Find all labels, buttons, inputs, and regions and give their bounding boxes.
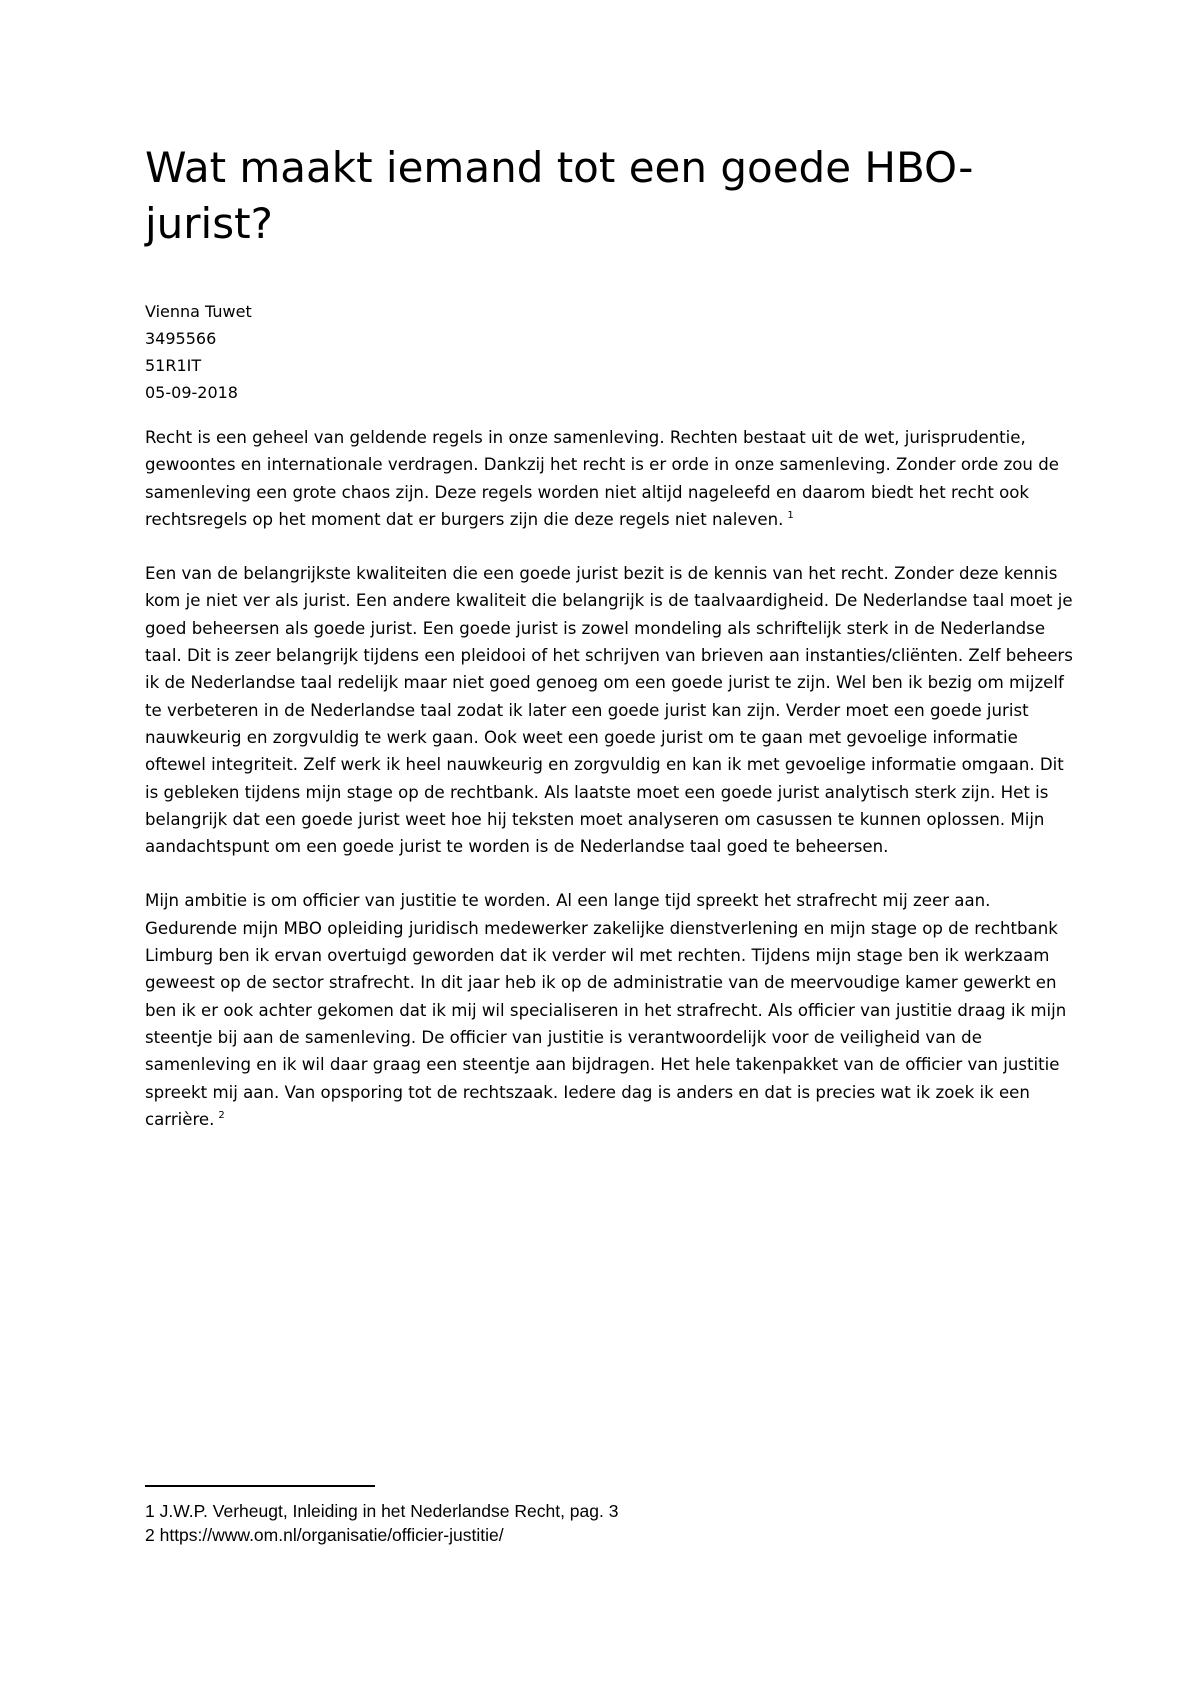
- paragraph-qualities: [145, 560, 1075, 860]
- footnotes-section: [145, 1485, 1045, 1547]
- paragraph-text: Een van de belangrijkste kwaliteiten die een goede jurist bezit is de kennis van het recht. Zonder deze kennis kom je niet ver als jurist. Een andere kwaliteit die belangrijk is de taalvaardigheid. De Nederlandse taal moet je goed beheersen als goede jurist. Een goede jurist is zowel mondeling als schriftelijk sterk in de Nederlandse taal. Dit is zeer belangrijk tijdens een pleidooi of het schrijven van brieven aan instanties/cliënten. Zelf beheers ik de Nederlandse taal redelijk maar niet goed genoeg om een goede jurist te zijn. Wel ben ik bezig om mijzelf te verbeteren in de Nederlandse taal zodat ik later een goede jurist kan zijn. Verder moet een goede jurist nauwkeurig en zorgvuldig te werk gaan. Ook weet een goede jurist om te gaan met gevoelige informatie oftewel integriteit. Zelf werk ik heel nauwkeurig en zorgvuldig en kan ik met gevoelige informatie omgaan. Dit is gebleken tijdens mijn stage op de rechtbank. Als laatste moet een goede jurist analytisch sterk zijn. Het is belangrijk dat een goede jurist weet hoe hij teksten moet analyseren om casussen te kunnen oplossen. Mijn aandachtspunt om een goede jurist te worden is de Nederlandse taal goed te beheersen.: [145, 564, 1073, 857]
- student-number: 3495566: [145, 329, 217, 348]
- document-meta: [145, 298, 1075, 406]
- footnote-separator: [145, 1485, 375, 1487]
- document-title: Wat maakt iemand tot een goede HBO-jurist?: [145, 143, 974, 248]
- footnote-reference[interactable]: 1: [787, 509, 794, 521]
- document-date: 05-09-2018: [145, 383, 238, 402]
- paragraph-intro: [145, 424, 1075, 533]
- paragraph-text: Recht is een geheel van geldende regels in onze samenleving. Rechten bestaat uit de wet, jurisprudentie, gewoontes en internationale verdragen. Dankzij het recht is er orde in onze samenleving. Zonder orde zou de samenleving een grote chaos zijn. Deze regels worden niet altijd nageleefd en daarom biedt het recht ook rechtsregels op het moment dat er burgers zijn die deze regels niet naleven.: [145, 428, 1059, 529]
- footnote-item: 2 https://www.om.nl/organisatie/officier-justitie/: [145, 1525, 504, 1545]
- footnote-item: 1 J.W.P. Verheugt, Inleiding in het Nederlandse Recht, pag. 3: [145, 1501, 619, 1521]
- document-page: [145, 140, 1075, 1160]
- paragraph-ambition: [145, 887, 1075, 1133]
- footnote-reference[interactable]: 2: [218, 1109, 225, 1121]
- paragraph-text: Mijn ambitie is om officier van justitie te worden. Al een lange tijd spreekt het strafrecht mij zeer aan. Gedurende mijn MBO opleiding juridisch medewerker zakelijke dienstverlening en mijn stage op de rechtbank Limburg ben ik ervan overtuigd geworden dat ik verder wil met rechten. Tijdens mijn stage ben ik werkzaam geweest op de sector strafrecht. In dit jaar heb ik op de administratie van de meervoudige kamer gewerkt en ben ik er ook achter gekomen dat ik mij wil specialiseren in het strafrecht. Als officier van justitie draag ik mijn steentje bij aan de samenleving. De officier van justitie is verantwoordelijk voor de veiligheid van de samenleving en ik wil daar graag een steentje aan bijdragen. Het hele takenpakket van de officier van justitie spreekt mij aan. Van opsporing tot de rechtszaak. Iedere dag is anders en dat is precies wat ik zoek ik een carrière.: [145, 891, 1067, 1129]
- document-body: [145, 424, 1075, 1133]
- class-code: 51R1IT: [145, 356, 202, 375]
- author-name: Vienna Tuwet: [145, 302, 252, 321]
